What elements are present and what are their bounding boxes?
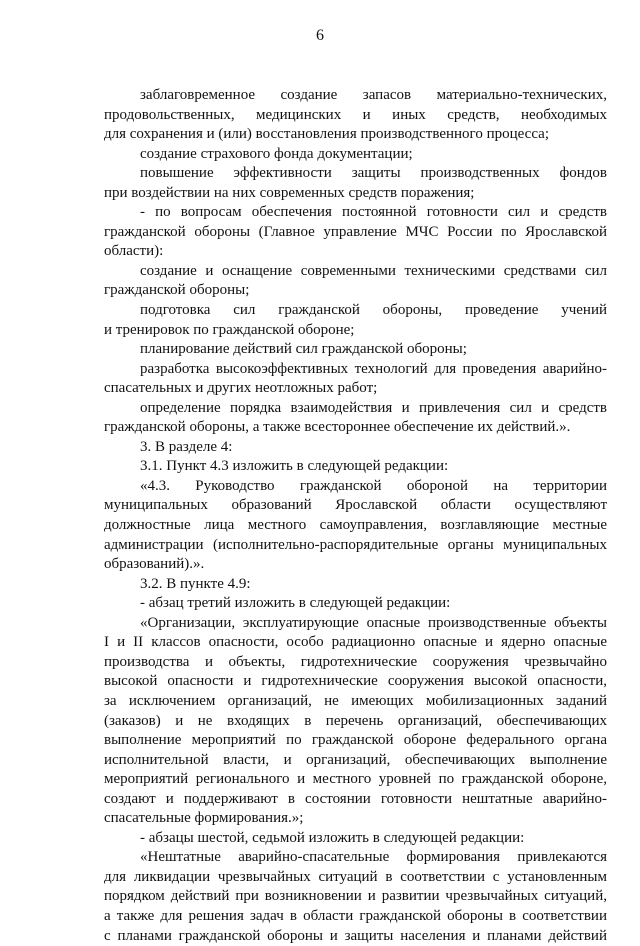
text-line: создают и поддерживают в состоянии готовности нештатные аварийно-	[104, 790, 607, 807]
text-line: порядком действий при возникновении и развитии чрезвычайных ситуаций,	[104, 888, 607, 905]
text-line: при воздействии на них современных средств поражения;	[104, 184, 475, 201]
text-line: области):	[104, 243, 164, 260]
text-line: - по вопросам обеспечения постоянной готовности сил и средств	[140, 204, 607, 221]
text-line: продовольственных, медицинских и иных средств, необходимых	[104, 106, 607, 123]
text-line: «Нештатные аварийно-спасательные формирования привлекаются	[140, 849, 607, 866]
text-line: - абзацы шестой, седьмой изложить в следующей редакции:	[140, 829, 525, 846]
text-line: должностные лица местного самоуправления, возглавляющие местные	[104, 517, 607, 534]
text-line: гражданской обороны;	[104, 282, 250, 299]
text-line: 3. В разделе 4:	[140, 438, 233, 455]
text-line: гражданской обороны (Главное управление МЧС России по Ярославской	[104, 223, 607, 240]
text-line: создание страхового фонда документации;	[140, 145, 413, 162]
text-line: с планами гражданской обороны и защиты населения и планами действий	[104, 927, 607, 944]
text-line: создание и оснащение современными техническими средствами сил	[140, 262, 607, 279]
text-line: планирование действий сил гражданской обороны;	[140, 341, 467, 358]
text-line: разработка высокоэффективных технологий для проведения аварийно-	[140, 360, 607, 377]
text-line: повышение эффективности защиты производственных фондов	[140, 165, 607, 182]
text-line: «Организации, эксплуатирующие опасные производственные объекты	[140, 614, 607, 631]
text-line: спасательных и других неотложных работ;	[104, 380, 378, 397]
text-line: для сохранения и (или) восстановления производственного процесса;	[104, 126, 549, 143]
text-line: «4.3. Руководство гражданской обороной на территории	[140, 477, 607, 494]
text-line: 3.2. В пункте 4.9:	[140, 575, 251, 592]
text-line: заблаговременное создание запасов материально-технических,	[140, 87, 607, 103]
text-line: гражданской обороны, а также всестороннее обеспечение их действий.».	[104, 419, 571, 436]
text-line: для ликвидации чрезвычайных ситуаций в соответствии с установленным	[104, 868, 607, 885]
text-line: а также для решения задач в области гражданской обороны в соответствии	[104, 907, 607, 924]
text-line: производства и объекты, гидротехнические сооружения чрезвычайно	[104, 653, 607, 670]
page-number: 6	[316, 27, 324, 44]
text-line: I и II классов опасности, особо радиационно опасные и ядерно опасные	[104, 634, 607, 651]
text-line: 3.1. Пункт 4.3 изложить в следующей редакции:	[140, 458, 449, 475]
text-line: подготовка сил гражданской обороны, проведение учений	[140, 302, 607, 319]
text-line: за исключением организаций, не имеющих мобилизационных заданий	[104, 692, 607, 709]
text-line: исполнительной власти, и организаций, обеспечивающих выполнение	[104, 751, 607, 768]
text-line: муниципальных образований Ярославской области осуществляют	[104, 497, 607, 514]
text-line: выполнение мероприятий по гражданской обороне федерального органа	[104, 732, 607, 749]
text-line: (заказов) и не входящих в перечень организаций, обеспечивающих	[104, 712, 607, 729]
document-body	[104, 86, 607, 946]
text-line: мероприятий регионального и местного уровней по гражданской обороне,	[104, 771, 607, 788]
text-line: администрации (исполнительно-распорядительные органы муниципальных	[104, 536, 607, 553]
text-line: - абзац третий изложить в следующей редакции:	[140, 595, 451, 612]
text-line: образований).».	[104, 556, 205, 573]
text-line: и тренировок по гражданской обороне;	[104, 321, 355, 338]
text-line: спасательные формирования.»;	[104, 810, 304, 827]
text-line: определение порядка взаимодействия и привлечения сил и средств	[140, 399, 607, 416]
text-line: высокой опасности и гидротехнические сооружения высокой опасности,	[104, 673, 607, 690]
